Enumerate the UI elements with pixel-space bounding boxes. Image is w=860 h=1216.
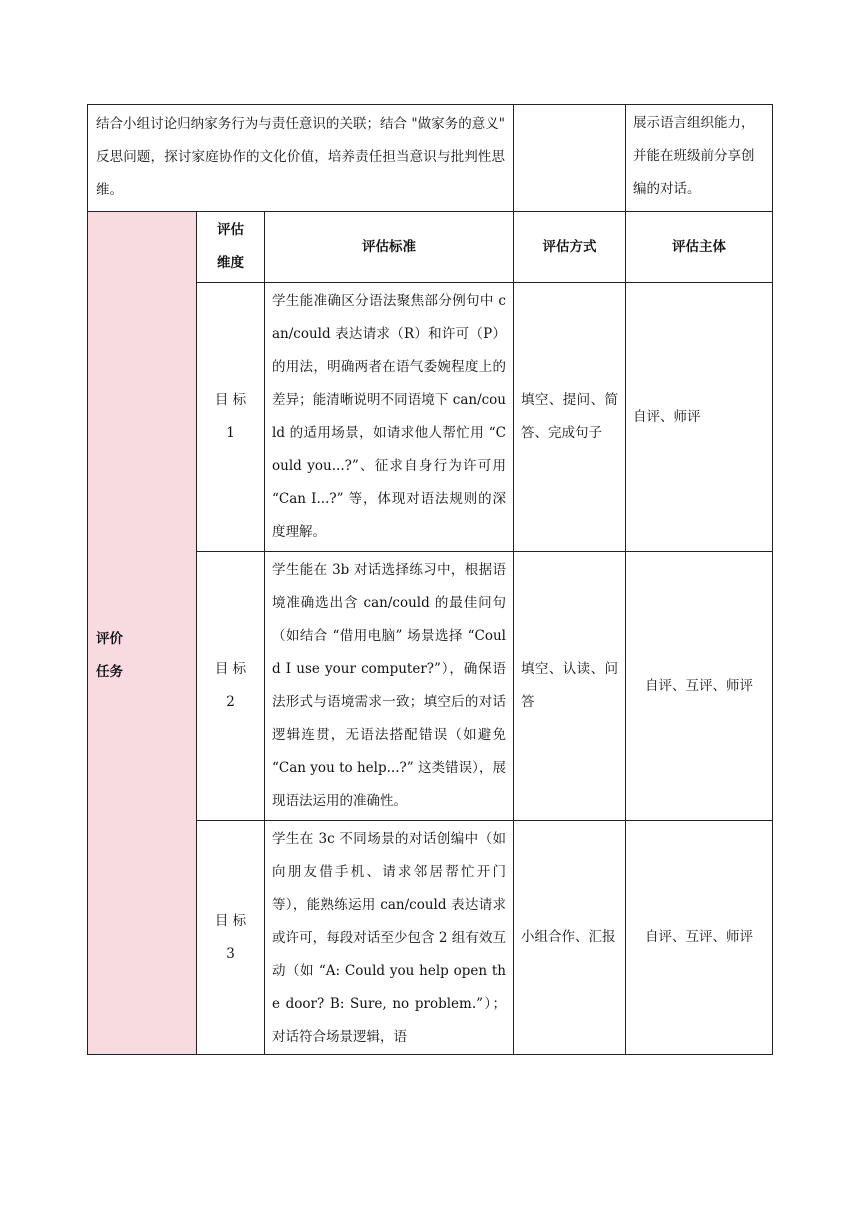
row-standard: 学生能准确区分语法聚焦部分例句中 can/could 表达请求（R）和许可（P）的用法，明确两者在语气委婉程度上的差异；能清晰说明不同语境下 can/could 的适用场景，如请求他人帮忙用 “Could you...?”、征求自身行为许可用 “Can I...?” 等，体现对语法规则的深度理解。 [265, 283, 514, 552]
row-dimension: 目 标 2 [197, 552, 265, 821]
top-row [88, 105, 773, 212]
row-method: 填空、提问、简答、完成句子 [514, 283, 626, 552]
row-dimension: 目 标 1 [197, 283, 265, 552]
row-standard: 学生在 3c 不同场景的对话创编中（如向朋友借手机、请求邻居帮忙开门等），能熟练运用 can/could 表达请求或许可，每段对话至少包含 2 组有效互动（如 “A: Could you help open the door? B: Sure, no problem.”）；对话符合场景逻辑，语 [265, 821, 514, 1055]
row-subject: 自评、互评、师评 [626, 552, 773, 821]
header-standard: 评估标准 [265, 212, 514, 283]
goal-cell: 展示语言组织能力，并能在班级前分享创编的对话。 [626, 105, 773, 212]
row-standard: 学生能在 3b 对话选择练习中，根据语境准确选出含 can/could 的最佳问句（如结合 “借用电脑” 场景选择 “Could I use your computer?”），确保语法形式与语境需求一致；填空后的对话逻辑连贯，无语法搭配错误（如避免 “Can you to help...?” 这类错误），展现语法运用的准确性。 [265, 552, 514, 821]
row-method: 小组合作、汇报 [514, 821, 626, 1055]
activity-cell: 结合小组讨论归纳家务行为与责任意识的关联；结合 "做家务的意义" 反思问题，探讨家庭协作的文化价值，培养责任担当意识与批判性思维。 [88, 105, 514, 212]
header-subject: 评估主体 [626, 212, 773, 283]
row-method: 填空、认读、问答 [514, 552, 626, 821]
row-subject: 自评、师评 [626, 283, 773, 552]
section-label [88, 212, 197, 1055]
section-label-line2: 任务 [96, 664, 123, 680]
row-dimension: 目 标 3 [197, 821, 265, 1055]
section-label-line1: 评价 [96, 631, 123, 647]
header-method: 评估方式 [514, 212, 626, 283]
evaluation-table [87, 104, 773, 1055]
row-subject: 自评、互评、师评 [626, 821, 773, 1055]
header-dimension: 评估 维度 [197, 212, 265, 283]
method-cell-empty [514, 105, 626, 212]
header-row [88, 212, 773, 283]
